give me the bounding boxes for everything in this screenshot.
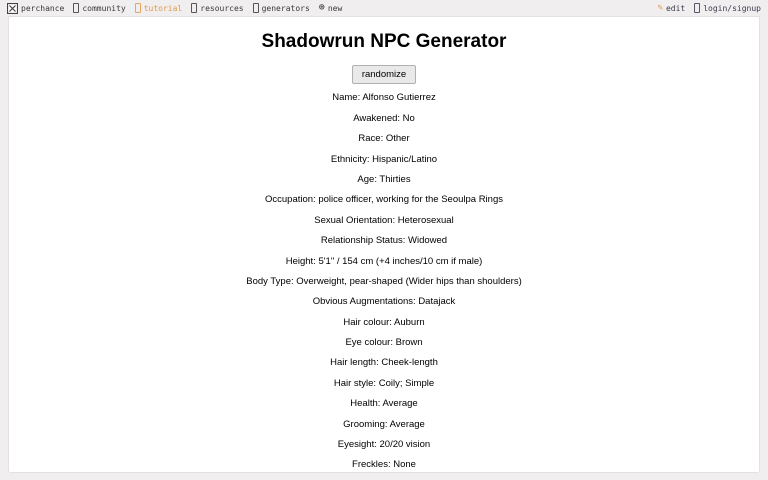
generators-icon [253,3,259,13]
npc-attribute-line: Freckles: None [352,459,416,471]
edit-label: edit [665,3,686,13]
npc-attribute-line: Height: 5'1" / 154 cm (+4 inches/10 cm if male) [285,255,483,267]
npc-attribute-line: Age: Thirties [357,173,411,185]
randomize-button-row [9,64,759,84]
npc-attribute-line: Obvious Augmentations: Datajack [312,296,456,308]
randomize-button[interactable]: randomize [352,65,416,84]
npc-attribute-line: Race: Other [358,133,410,145]
npc-attribute-line: Ethnicity: Hispanic/Latino [330,153,438,165]
new-plus-circle-icon: ⊕ [318,2,325,13]
npc-attribute-line: Hair length: Cheek-length [330,357,438,369]
nav-item-resources[interactable] [191,3,243,13]
generator-output-panel [8,16,760,473]
pencil-icon: ✎ [657,2,663,13]
npc-attribute-line: Health: Average [350,398,418,410]
resources-icon [191,3,197,13]
page-title: Shadowrun NPC Generator [261,31,507,52]
brand-label: perchance [21,3,65,13]
npc-attribute-line: Sexual Orientation: Heterosexual [314,214,454,226]
login-signup-label: login/signup [703,3,761,13]
login-signup-link[interactable] [694,3,761,13]
nav-item-generators[interactable] [253,3,310,13]
npc-attribute-line: Grooming: Average [343,418,425,430]
perchance-dice-icon [7,3,18,14]
npc-attribute-line: Hair style: Coily; Simple [333,377,435,389]
npc-attribute-line: Awakened: No [353,112,415,124]
nav-label-generators: generators [261,3,310,13]
npc-attribute-line: Relationship Status: Widowed [320,235,448,247]
edit-link[interactable] [658,4,686,13]
tutorial-icon [135,3,141,13]
npc-attribute-line: Eye colour: Brown [345,337,423,349]
nav-label-community: community [82,3,126,13]
perchance-home-link[interactable] [7,3,64,14]
top-navbar [0,0,768,16]
npc-attribute-line: Eyesight: 20/20 vision [337,439,431,451]
npc-attribute-line: Occupation: police officer, working for the Seoulpa Rings [265,194,503,206]
nav-label-tutorial: tutorial [143,3,183,13]
nav-label-new: new [327,3,343,13]
community-icon [73,3,79,13]
npc-attributes-list [9,92,759,471]
npc-attribute-line: Body Type: Overweight, pear-shaped (Wider hips than shoulders) [246,275,522,287]
nav-item-community[interactable] [73,3,125,13]
nav-item-new[interactable] [319,3,342,13]
nav-item-tutorial[interactable] [135,3,183,13]
nav-label-resources: resources [200,3,244,13]
lock-icon [694,3,700,13]
npc-attribute-line: Name: Alfonso Gutierrez [332,92,436,104]
npc-attribute-line: Hair colour: Auburn [343,316,425,328]
